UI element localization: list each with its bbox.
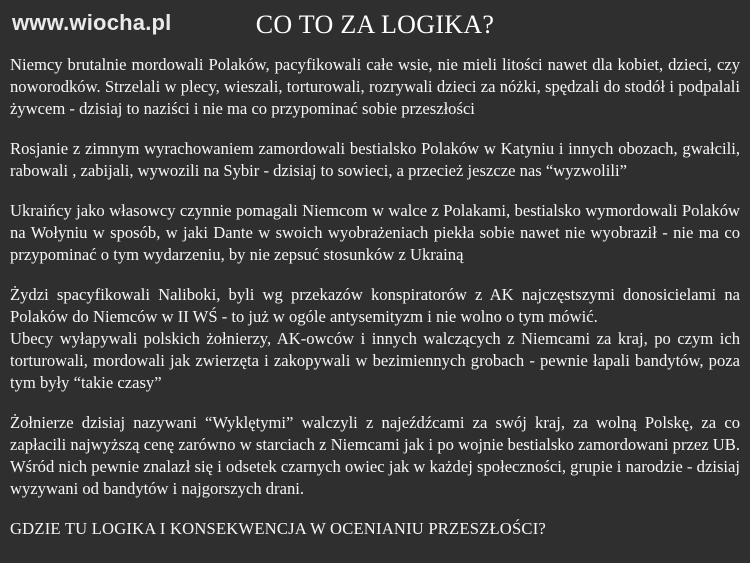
closing-question: GDZIE TU LOGIKA I KONSEKWENCJA W OCENIANIU PRZESZŁOŚCI? bbox=[10, 519, 546, 538]
site-watermark: www.wiocha.pl bbox=[12, 10, 172, 35]
paragraph-soldiers: Żołnierze dzisiaj nazywani “Wyklętymi” walczyli z najeźdźcami za swój kraj, za wolną Polskę, za co zapłacili najwyższą cenę zarówno w starciach z Niemcami jak i po wojnie bestialsko zamordowani przez UB. Wśród nich pewnie znalazł się i odsetek czarnych owiec jak w każdej społeczności, grupie i narodzie - dzisiaj wyzywani od bandytów i najgorszych drani. bbox=[10, 413, 740, 498]
paragraph-gap bbox=[10, 394, 740, 412]
paragraph-russians: Rosjanie z zimnym wyrachowaniem zamordowali bestialsko Polaków w Katyniu i innych obozach, gwałcili, rabowali , zabijali, wywozili na Sybir - dzisiaj to sowieci, a przecież jeszcze nas “wyzwolili” bbox=[10, 139, 740, 180]
paragraph-jews: Żydzi spacyfikowali Naliboki, byli wg przekazów konspiratorów z AK najczęstszymi donosicielami na Polaków do Niemców w II WŚ - to już w ogóle antysemityzm i nie wolno o tym mówić. bbox=[10, 285, 740, 326]
paragraph-gap bbox=[10, 182, 740, 200]
paragraph-germans: Niemcy brutalnie mordowali Polaków, pacyfikowali całe wsie, nie mieli litości nawet dla kobiet, dzieci, czy noworodków. Strzelali w plecy, wieszali, torturowali, rozrywali dzieci za nóżki, spędzali do stodół i podpalali żywcem - dzisiaj to naziści i nie ma co przypominać sobie przeszłości bbox=[10, 55, 740, 118]
paragraph-gap bbox=[10, 500, 740, 518]
paragraph-gap bbox=[10, 266, 740, 284]
paragraph-ukrainians: Ukraińcy jako własowcy czynnie pomagali Niemcom w walce z Polakami, bestialsko wymordowali Polaków na Wołyniu w sposób, w jaki Dante w swoich wyobrażeniach piekła sobie nawet nie wyobraził - nie ma co przypominać o tym wydarzeniu, by nie zepsuć stosunków z Ukrainą bbox=[10, 201, 740, 264]
paragraph-ub: Ubecy wyłapywali polskich żołnierzy, AK-owców i innych walczących z Niemcami za kraj, po czym ich torturowali, mordowali jak zwierzęta i zakopywali w bezimiennych grobach - pewnie łapali bandytów, poza tym były “takie czasy” bbox=[10, 329, 740, 392]
paragraph-gap bbox=[10, 120, 740, 138]
page-title: CO TO ZA LOGIKA? bbox=[255, 10, 495, 39]
article-body bbox=[10, 54, 740, 540]
